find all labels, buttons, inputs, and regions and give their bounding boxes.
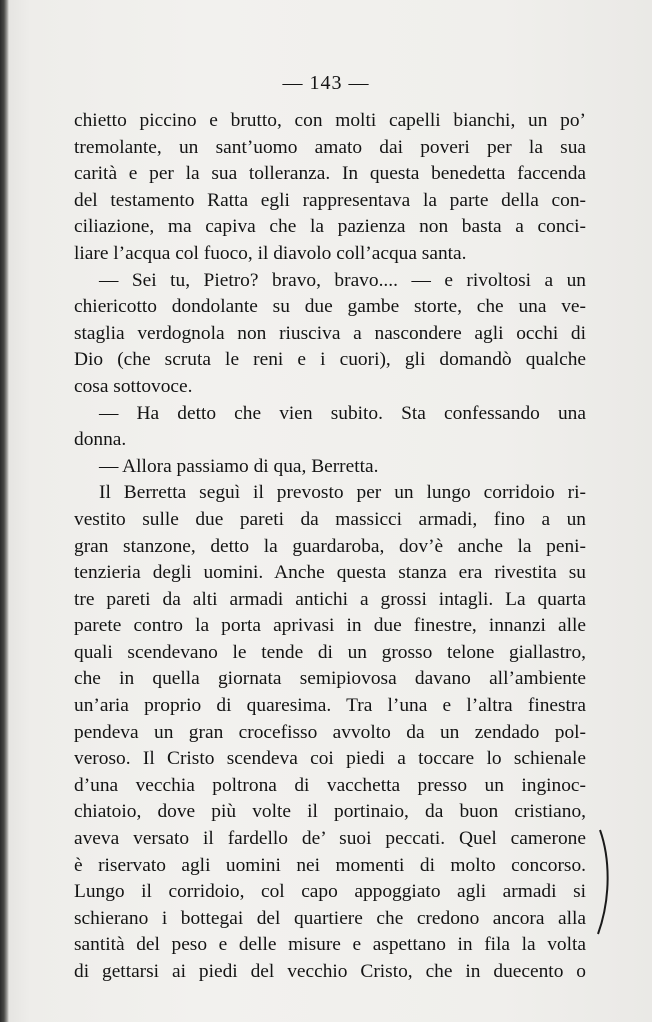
text-line: veroso. Il Cristo scendeva coi piedi a toccare lo schienale — [74, 748, 586, 770]
text-line: donna. — [74, 429, 127, 451]
text-line: liare l’acqua col fuoco, il diavolo coll’acqua santa. — [74, 242, 467, 264]
text-line: tre pareti da alti armadi antichi a grossi intagli. La quarta — [74, 588, 586, 610]
text-line: vestito sulle due pareti da massicci armadi, fino a un — [74, 508, 586, 530]
text-line: staglia verdognola non riusciva a nascondere agli occhi di — [74, 322, 586, 344]
text-line: quali scendevano le tende di un grosso telone giallastro, — [74, 641, 586, 663]
margin-bracket-mark — [594, 828, 614, 936]
text-line: Lungo il corridoio, col capo appoggiato agli armadi si — [74, 881, 586, 903]
page-number: — 143 — — [282, 72, 370, 94]
text-line: aveva versato il fardello de’ suoi peccati. Quel camerone — [74, 828, 586, 850]
text-line: di gettarsi ai piedi del vecchio Cristo, che in duecento o — [74, 961, 586, 982]
text-line: gran stanzone, detto la guardaroba, dov’è anche la peni- — [74, 535, 586, 557]
text-line: schierano i bottegai del quartiere che credono ancora alla — [74, 907, 586, 929]
text-line: del testamento Ratta egli rappresentava la parte della con- — [74, 189, 586, 211]
text-line: — Allora passiamo di qua, Berretta. — [99, 455, 379, 477]
text-line: chietto piccino e brutto, con molti capelli bianchi, un po’ — [74, 110, 586, 131]
text-line: — Ha detto che vien subito. Sta confessando una — [99, 402, 586, 424]
text-line: carità e per la sua tolleranza. In questa benedetta faccenda — [74, 163, 586, 185]
text-line: che in quella giornata semipiovosa davano all’ambiente — [74, 668, 586, 690]
text-line: chiericotto dondolante su due gambe storte, che una ve- — [74, 296, 586, 318]
text-line: ciliazione, ma capiva che la pazienza non basta a conci- — [74, 216, 586, 238]
text-line: tremolante, un sant’uomo amato dai poveri per la sua — [74, 136, 586, 158]
text-line: pendeva un gran crocefisso avvolto da un zendado pol- — [74, 721, 586, 743]
text-line: — Sei tu, Pietro? bravo, bravo.... — e rivoltosi a un — [99, 269, 586, 291]
text-line: parete contro la porta aprivasi in due finestre, innanzi alle — [74, 615, 586, 637]
text-line: santità del peso e delle misure e aspettano in fila la volta — [74, 934, 586, 956]
text-line: cosa sottovoce. — [74, 375, 193, 397]
text-line: un’aria proprio di quaresima. Tra l’una e l’altra finestra — [74, 695, 586, 717]
text-line: Il Berretta seguì il prevosto per un lungo corridoio ri- — [99, 482, 586, 504]
body-text — [74, 108, 586, 986]
text-line: Dio (che scruta le reni e i cuori), gli domandò qualche — [74, 349, 586, 371]
text-line: chiatoio, dove più volte il portinaio, da buon cristiano, — [74, 801, 586, 823]
page-binding-edge — [0, 0, 9, 1022]
text-line: è riservato agli uomini nei momenti di molto concorso. — [74, 854, 586, 876]
text-line: tenzieria degli uomini. Anche questa stanza era rivestita su — [74, 562, 586, 584]
text-line: d’una vecchia poltrona di vacchetta presso un inginoc- — [74, 774, 586, 796]
